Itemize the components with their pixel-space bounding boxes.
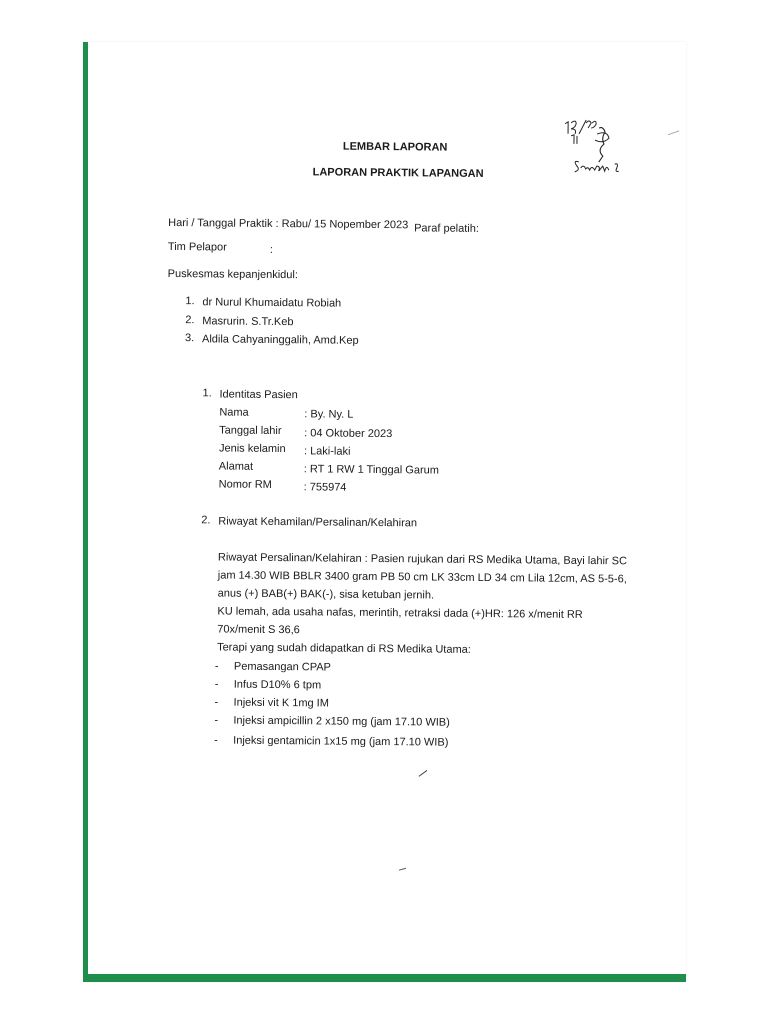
therapy-item: Injeksi gentamicin 1x15 mg (jam 17.10 WIB) xyxy=(233,734,449,749)
list-dash: - xyxy=(214,660,219,673)
field-value: : RT 1 RW 1 Tinggal Garum xyxy=(303,463,439,477)
team-member: dr Nurul Khumaidatu Robiah xyxy=(202,296,342,310)
pen-mark xyxy=(398,866,408,872)
field-label: Nama xyxy=(219,406,249,419)
therapy-item: Injeksi vit K 1mg IM xyxy=(233,696,329,710)
history-line: 70x/menit S 36,6 xyxy=(217,623,300,637)
reporting-team-label: Tim Pelapor xyxy=(167,240,227,254)
pen-mark xyxy=(667,129,681,137)
section-title: Identitas Pasien xyxy=(219,388,298,402)
section-number: 1. xyxy=(202,387,212,400)
team-member: Aldila Cahyaninggalih, Amd.Kep xyxy=(201,333,359,347)
handwritten-signature xyxy=(559,114,640,187)
field-value: : Laki-laki xyxy=(303,445,351,458)
section-number: 2. xyxy=(201,514,211,527)
field-label: Tanggal lahir xyxy=(219,424,282,438)
list-dash: - xyxy=(214,714,219,727)
history-line: KU lemah, ada usaha nafas, merintih, retraksi dada (+)HR: 126 x/menit RR xyxy=(217,605,583,621)
history-line: anus (+) BAB(+) BAK(-), sisa ketuban jernih. xyxy=(217,587,435,602)
team-number: 2. xyxy=(185,314,195,327)
list-dash: - xyxy=(214,678,219,691)
document-subtitle: LAPORAN PRAKTIK LAPANGAN xyxy=(312,166,484,180)
pen-mark xyxy=(417,768,429,778)
trainer-initial-label: Paraf pelatih: xyxy=(414,222,480,235)
field-label: Jenis kelamin xyxy=(218,442,286,456)
team-member: Masrurin. S.Tr.Keb xyxy=(202,315,294,329)
list-dash: - xyxy=(214,696,219,709)
reporting-team-colon: : xyxy=(269,243,274,256)
team-number: 3. xyxy=(185,332,195,345)
history-line: Terapi yang sudah didapatkan di RS Medika Utama: xyxy=(217,641,471,656)
practice-date: Hari / Tanggal Praktik : Rabu/ 15 Nopember 2023 xyxy=(168,216,409,232)
section-title: Riwayat Kehamilan/Persalinan/Kelahiran xyxy=(218,515,418,530)
field-label: Nomor RM xyxy=(218,478,272,491)
field-value: : By. Ny. L xyxy=(304,408,354,421)
history-line: Riwayat Persalinan/Kelahiran : Pasien rujukan dari RS Medika Utama, Bayi lahir SC xyxy=(217,551,628,568)
therapy-item: Pemasangan CPAP xyxy=(233,660,331,674)
field-value: : 04 Oktober 2023 xyxy=(304,427,393,441)
list-dash: - xyxy=(214,734,218,747)
therapy-item: Infus D10% 6 tpm xyxy=(233,678,322,692)
therapy-item: Injeksi ampicillin 2 x150 mg (jam 17.10 WIB) xyxy=(233,714,450,729)
document-title: LEMBAR LAPORAN xyxy=(342,140,448,154)
team-number: 1. xyxy=(185,295,195,308)
field-label: Alamat xyxy=(218,460,254,473)
field-value: : 755974 xyxy=(303,481,347,494)
history-line: jam 14.30 WIB BBLR 3400 gram PB 50 cm LK 33cm LD 34 cm Lila 12cm, AS 5-5-6, xyxy=(217,569,627,586)
puskesmas-label: Puskesmas kepanjenkidul: xyxy=(167,267,298,282)
